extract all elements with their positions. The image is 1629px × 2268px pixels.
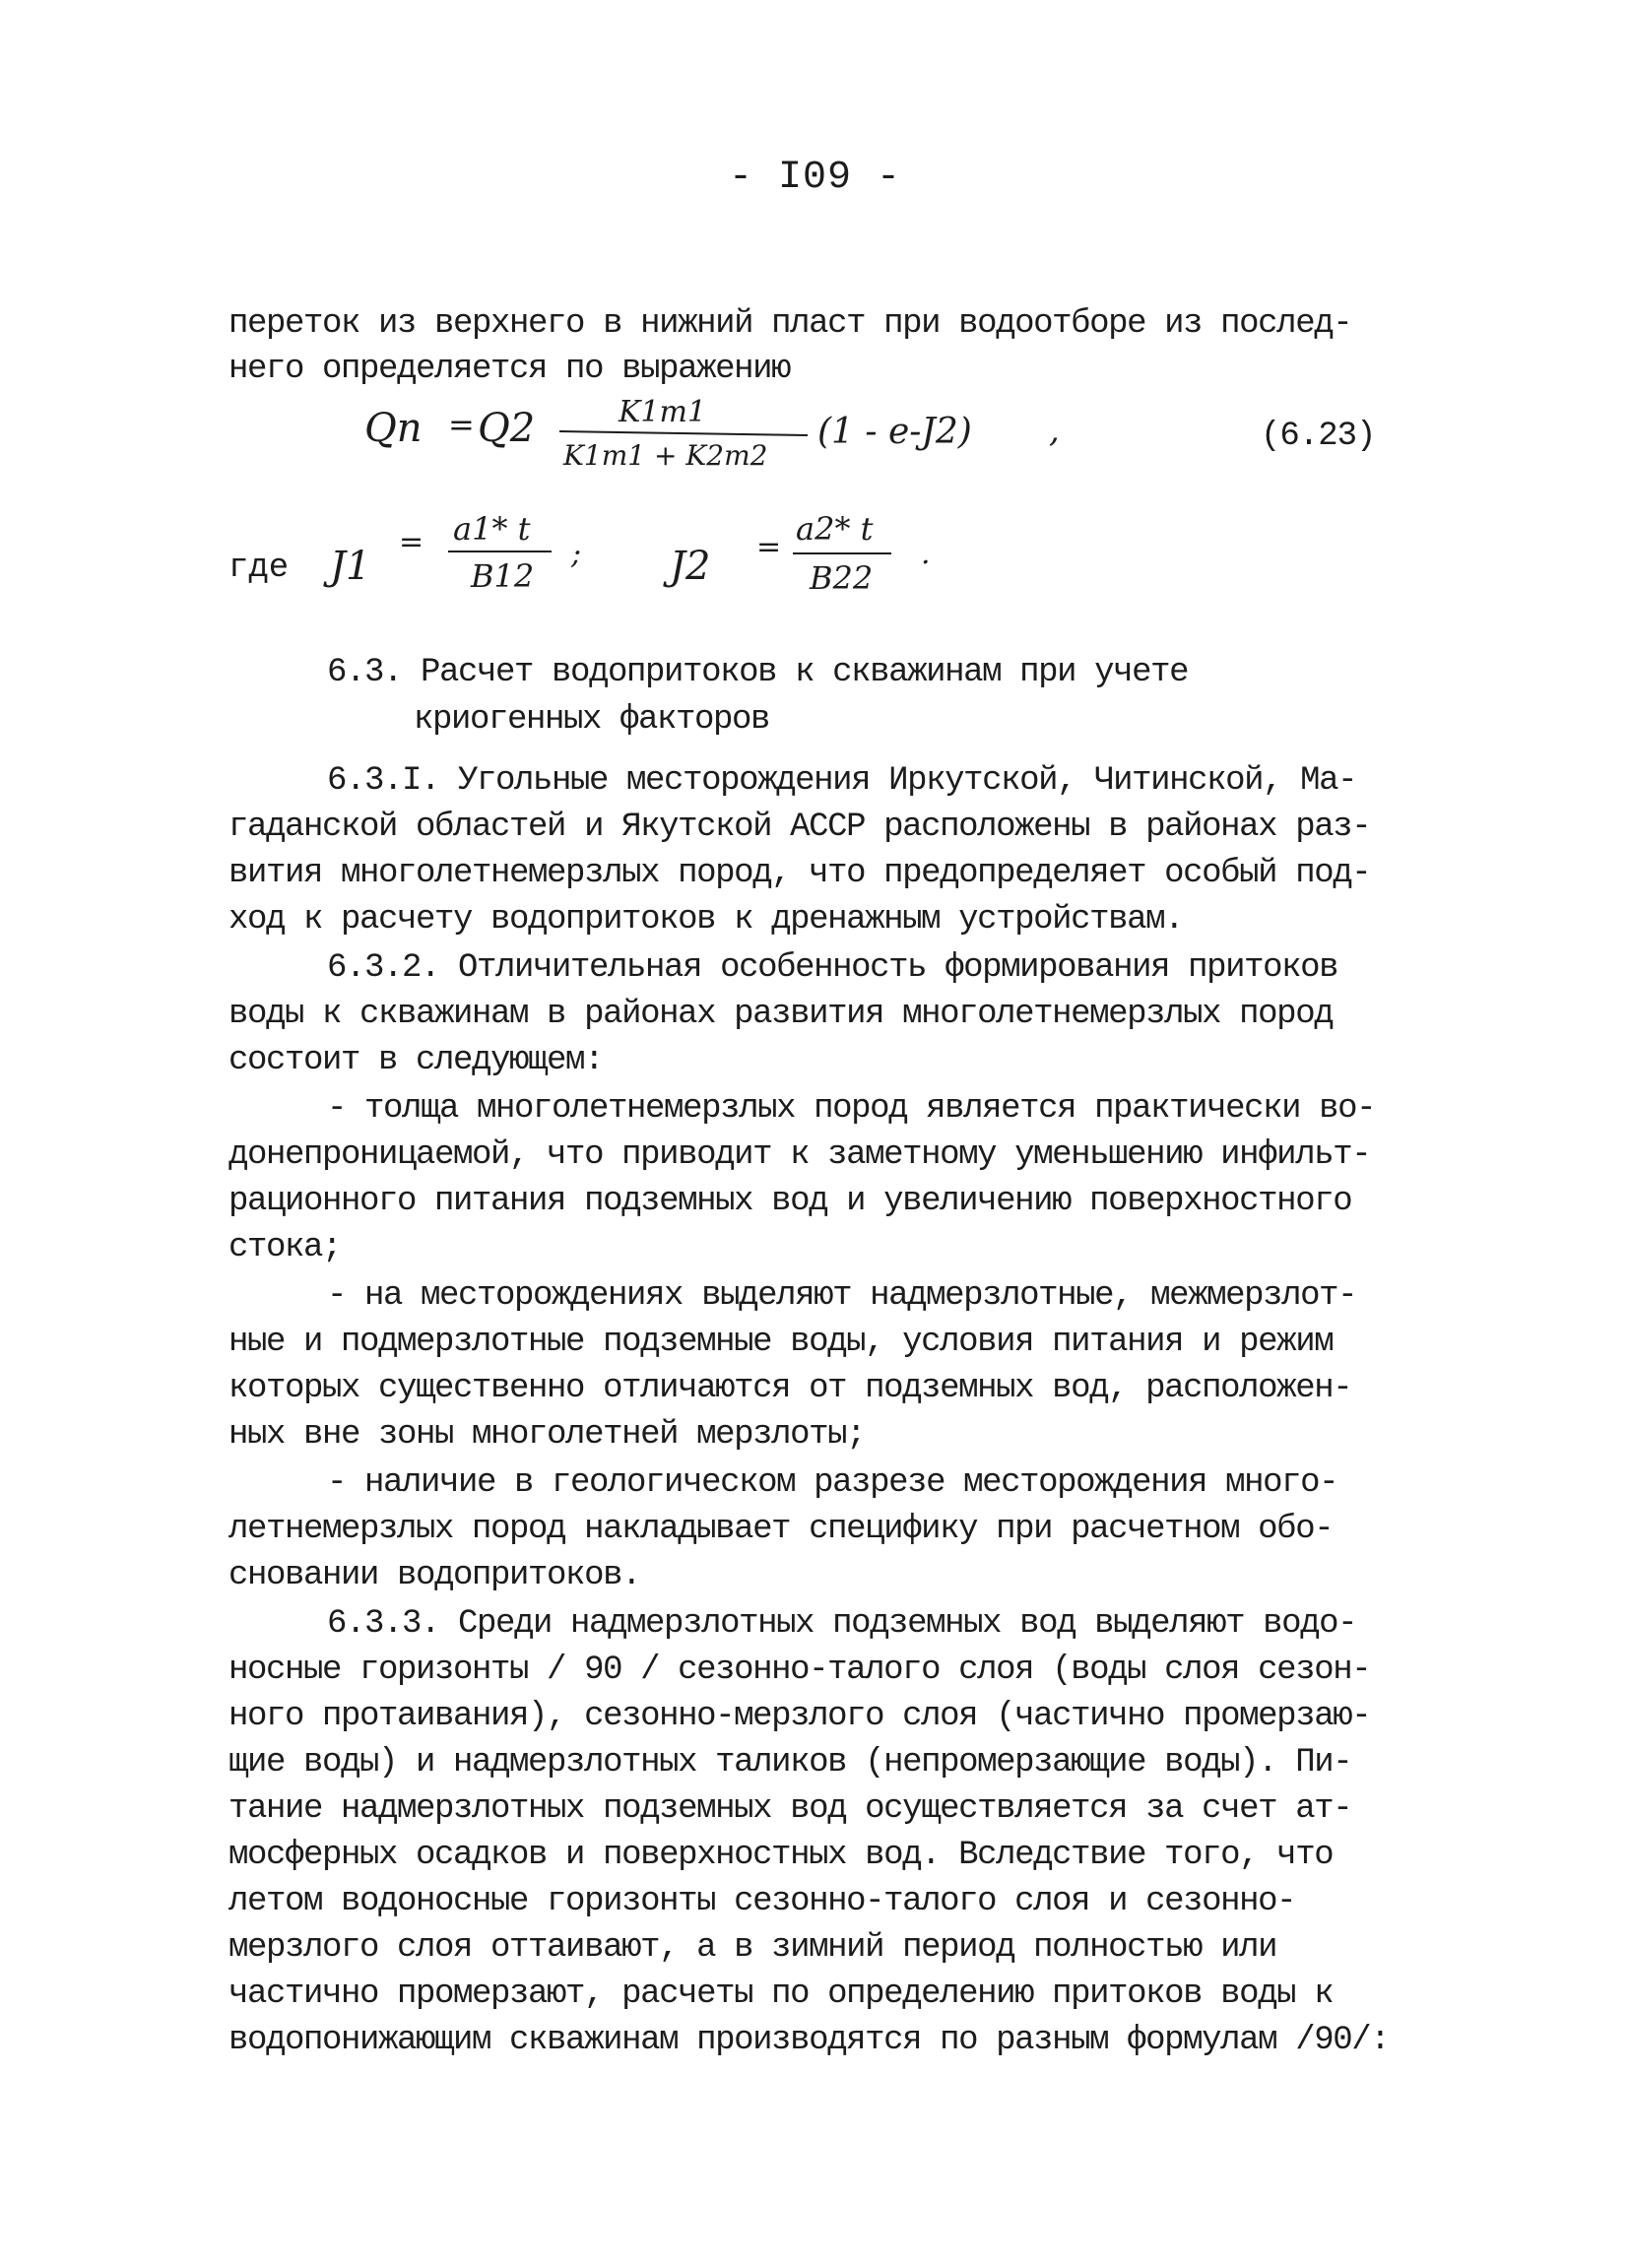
body-line: - на месторождениях выделяют надмерзлотные, межмерзлот-: [327, 1277, 1357, 1315]
body-line: ход к расчету водопритоков к дренажным устройствам.: [228, 901, 1184, 939]
formula-fraction-bar: [559, 431, 808, 435]
body-line: - наличие в геологическом разрезе месторождения много-: [327, 1464, 1338, 1502]
page-number: - I09 -: [729, 156, 902, 200]
body-line: 6.3.3. Среди надмерзлотных подземных вод выделяют водо-: [327, 1605, 1357, 1643]
body-line: ного протаивания), сезонно-мерзлого слоя (частично промерзаю-: [228, 1698, 1371, 1735]
body-line: летом водоносные горизонты сезонно-талого слоя и сезонно-: [228, 1883, 1296, 1920]
body-line: мосферных осадков и поверхностных вод. Вследствие того, что: [228, 1837, 1334, 1874]
equation-number: (6.23): [1261, 418, 1376, 455]
section-heading-cont: криогенных факторов: [414, 701, 770, 739]
body-line: тание надмерзлотных подземных вод осуществляется за счет ат-: [228, 1790, 1352, 1828]
body-line: 6.3.I. Угольные месторождения Иркутской, Читинской, Ма-: [327, 762, 1357, 800]
j2-equals: =: [756, 530, 782, 564]
body-line: состоит в следующем:: [228, 1042, 604, 1079]
intro-line: него определяется по выражению: [228, 351, 791, 388]
formula-equals: =: [448, 406, 475, 443]
intro-line: переток из верхнего в нижний пласт при водоотборе из послед-: [228, 305, 1352, 343]
body-line: мерзлого слоя оттаивают, а в зимний период полностью или: [228, 1929, 1277, 1967]
body-line: частично промерзают, расчеты по определению притоков воды к: [228, 1976, 1334, 2013]
body-line: водопонижающим скважинам производятся по разным формулам /90/:: [228, 2022, 1390, 2059]
j2-lhs: J2: [670, 544, 711, 589]
j1-numerator: a1* t: [453, 510, 531, 548]
formula-q2: Q2: [478, 406, 536, 451]
body-line: ных вне зоны многолетней мерзлоты;: [228, 1416, 866, 1454]
j2-denominator: B22: [810, 559, 874, 597]
formula-denominator: K1m1 + K2m2: [563, 439, 768, 472]
body-line: воды к скважинам в районах развития многолетнемерзлых пород: [228, 996, 1334, 1033]
body-line: рационного питания подземных вод и увеличению поверхностного: [228, 1183, 1352, 1220]
j2-end: .: [921, 537, 931, 571]
j2-numerator: a2* t: [796, 510, 874, 548]
body-line: летнемерзлых пород накладывает специфику при расчетном обо-: [228, 1511, 1334, 1548]
formula-lhs: Qп: [364, 406, 423, 451]
where-label: где: [228, 550, 290, 587]
formula-comma: ,: [1049, 411, 1060, 450]
body-line: донепроницаемой, что приводит к заметному уменьшению инфильт-: [228, 1136, 1371, 1174]
j1-separator: ;: [571, 537, 582, 571]
body-line: щие воды) и надмерзлотных таликов (непромерзающие воды). Пи-: [228, 1744, 1352, 1782]
j1-equals: =: [399, 525, 424, 559]
j1-denominator: B12: [471, 557, 535, 595]
section-heading: 6.3. Расчет водопритоков к скважинам при учете: [327, 654, 1189, 691]
body-line: 6.3.2. Отличительная особенность формирования притоков: [327, 949, 1338, 987]
body-line: сновании водопритоков.: [228, 1557, 641, 1594]
body-line: вития многолетнемерзлых пород, что предопределяет особый под-: [228, 855, 1371, 892]
formula-numerator: K1m1: [619, 395, 707, 429]
body-line: которых существенно отличаются от подземных вод, расположен-: [228, 1370, 1352, 1407]
body-line: стока;: [228, 1229, 342, 1266]
formula-factor: (1 - e-J2): [817, 412, 972, 452]
body-line: носные горизонты / 90 / сезонно-талого слоя (воды слоя сезон-: [228, 1652, 1371, 1689]
j1-lhs: J1: [330, 544, 371, 589]
body-line: гаданской областей и Якутской АССР расположены в районах раз-: [228, 809, 1371, 846]
body-line: - толща многолетнемерзлых пород является практически во-: [327, 1090, 1376, 1128]
body-line: ные и подмерзлотные подземные воды, условия питания и режим: [228, 1324, 1334, 1361]
